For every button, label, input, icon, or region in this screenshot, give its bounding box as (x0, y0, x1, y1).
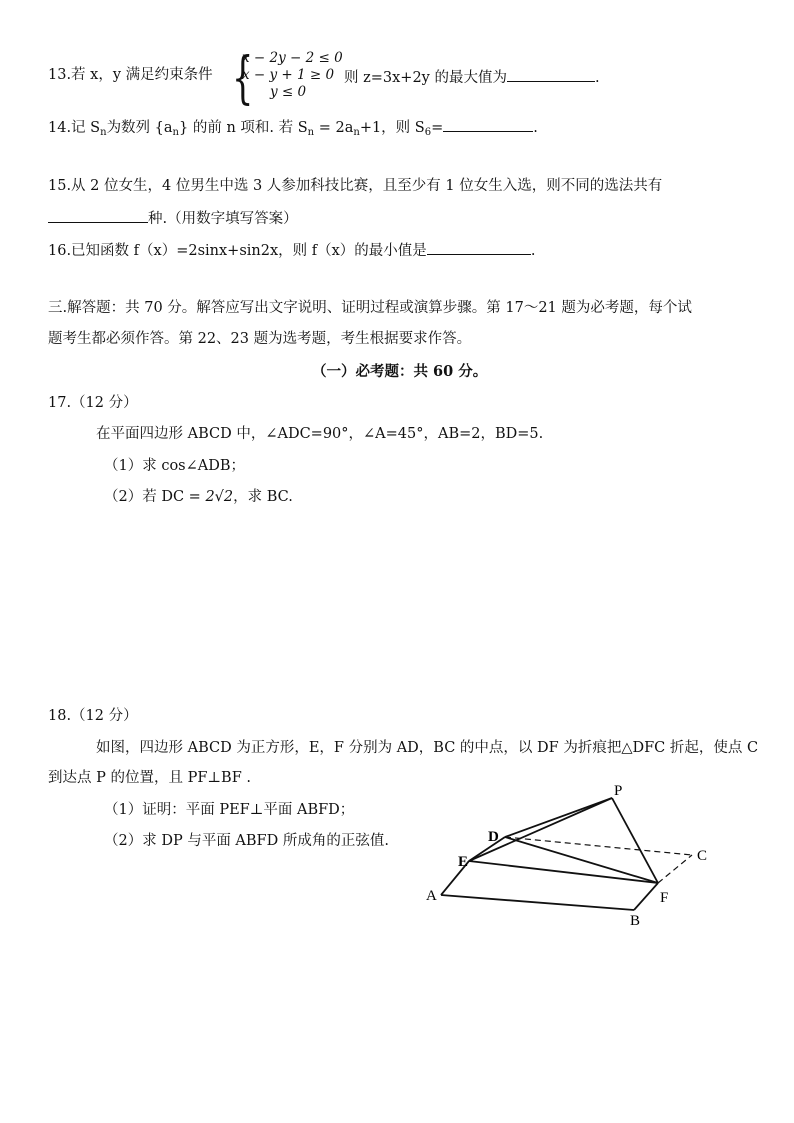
q14-part: 为数列 {a (106, 120, 173, 136)
q14-part: +1，则 S (359, 120, 425, 136)
q13-suffix-text: 则 z=3x+2y 的最大值为 (344, 70, 507, 86)
q17-part2-suffix: ，求 BC. (233, 489, 293, 505)
q17-part2-prefix: （2）若 DC = (104, 489, 201, 505)
q14-part: = (431, 120, 444, 136)
q15-line1: 15.从 2 位女生，4 位男生中选 3 人参加科技比赛，且至少有 1 位女生入选，则不同的选法共有 (48, 178, 663, 194)
q13-answer-blank[interactable] (507, 67, 595, 82)
q16-answer-blank[interactable] (427, 240, 531, 255)
label-A: A (426, 888, 437, 904)
q18-part1: （1）证明：平面 PEF⊥平面 ABFD； (104, 802, 355, 818)
q14-sub: n (100, 127, 107, 138)
q18-stem2: 到达点 P 的位置，且 PF⊥BF . (48, 770, 251, 786)
q16-end: . (530, 243, 536, 259)
q13-end: . (594, 70, 600, 86)
q17-part2-value: 2√2 (205, 489, 234, 505)
q17-part2 (104, 489, 293, 506)
constraint-2: x − y + 1 ≥ 0 (242, 67, 335, 83)
q14-sub: n (353, 127, 360, 138)
q16-stem: 16.已知函数 f（x）=2sinx+sin2x，则 f（x）的最小值是 (48, 243, 427, 259)
edge-AB (441, 895, 634, 910)
q14-part: } 的前 n 项和. 若 S (179, 120, 308, 136)
q13-suffix (344, 67, 600, 87)
q17-part1: （1）求 cos∠ADB； (104, 458, 246, 474)
q16-text (48, 240, 535, 260)
label-P: P (614, 783, 623, 799)
q13-prefix: 13.若 x，y 满足约束条件 (48, 67, 213, 83)
label-F: F (660, 890, 669, 906)
constraint-brace: { (232, 46, 254, 111)
q15-line2 (48, 208, 298, 228)
edge-DP (505, 798, 612, 837)
q15-line2-suffix: 种.（用数字填写答案） (148, 211, 298, 227)
q17-stem: 在平面四边形 ABCD 中，∠ADC=90°，∠A=45°，AB=2，BD=5. (96, 426, 544, 442)
edge-ED (469, 837, 505, 861)
constraint-3: y ≤ 0 (270, 84, 307, 100)
label-E: E (458, 854, 469, 870)
edge-DF (505, 837, 658, 883)
q18-header: 18.（12 分） (48, 708, 138, 724)
label-B: B (630, 913, 641, 929)
q14-sub: n (172, 127, 179, 138)
q18-stem1: 如图，四边形 ABCD 为正方形，E，F 分别为 AD，BC 的中点，以 DF 为折痕把△DFC 折起，使点 C (96, 740, 759, 756)
label-D: D (488, 829, 499, 845)
q14-text (48, 117, 538, 139)
section3-line1: 三.解答题：共 70 分。解答应写出文字说明、证明过程或演算步骤。第 17～21 题为必考题，每个试 (48, 300, 692, 316)
q17-header: 17.（12 分） (48, 395, 138, 411)
edge-BF (634, 883, 658, 910)
edge-PF (612, 798, 658, 883)
label-C: C (697, 848, 708, 864)
q14-end: . (533, 120, 538, 136)
q14-sub: 6 (424, 127, 432, 138)
q14-part: 14.记 S (48, 120, 101, 136)
q14-answer-blank[interactable] (443, 117, 533, 132)
q18-part2: （2）求 DP 与平面 ABFD 所成角的正弦值. (104, 833, 389, 849)
q15-answer-blank[interactable] (48, 208, 148, 223)
section3-subheading: （一）必考题：共 60 分。 (312, 363, 488, 380)
constraint-1: x − 2y − 2 ≤ 0 (242, 50, 343, 66)
section3-line2: 题考生都必须作答。第 22、23 题为选考题，考生根据要求作答。 (48, 331, 472, 347)
edge-FC-dashed (658, 855, 692, 883)
folded-square-figure (420, 782, 720, 932)
q14-sub: n (307, 127, 315, 138)
q14-part: = 2a (314, 120, 354, 136)
q13-constraints (242, 50, 343, 101)
